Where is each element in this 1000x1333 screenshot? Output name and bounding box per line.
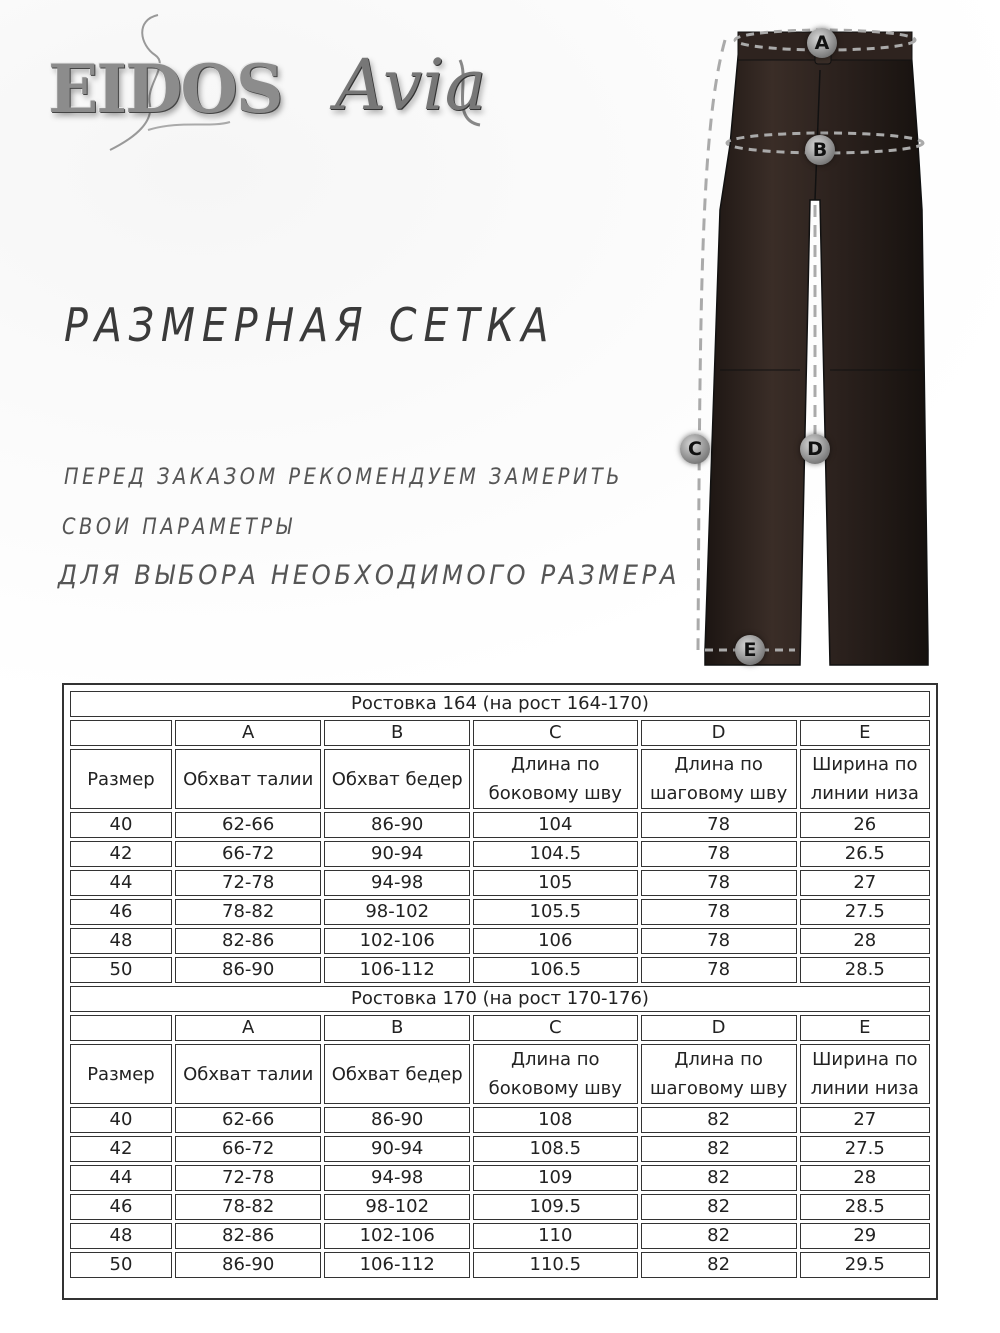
table-cell: 78: [641, 899, 797, 925]
table-cell: 110: [473, 1223, 638, 1249]
column-header-line-2: линии низа: [810, 783, 919, 804]
table-cell: 86-90: [324, 812, 470, 838]
table-cell: 90-94: [324, 1136, 470, 1162]
column-header: [70, 1044, 172, 1104]
table-cell: 86-90: [324, 1107, 470, 1133]
table-cell: 26: [800, 812, 930, 838]
marker-e: E: [735, 635, 765, 665]
table-cell: 46: [70, 899, 172, 925]
table-cell: 82: [641, 1107, 797, 1133]
table-cell: 26.5: [800, 841, 930, 867]
column-header: [175, 749, 322, 809]
column-header-line-2: боковому шву: [488, 1078, 622, 1099]
table-caption-row: [70, 986, 930, 1012]
pants-drawing: [660, 10, 960, 680]
table-cell: 78: [641, 841, 797, 867]
measure-letter: B: [324, 1015, 470, 1041]
table-cell: 29: [800, 1223, 930, 1249]
column-header-row: [70, 749, 930, 809]
logo-text: EIDOS: [48, 50, 282, 128]
column-header-line-1: Ширина по: [812, 1049, 918, 1070]
column-header: [175, 1044, 322, 1104]
table-cell: 82-86: [175, 928, 322, 954]
table-cell: 105.5: [473, 899, 638, 925]
table-cell: 28: [800, 928, 930, 954]
table-row: [70, 870, 930, 896]
table-cell: 78-82: [175, 899, 322, 925]
table-cell: 48: [70, 928, 172, 954]
page-title: РАЗМЕРНАЯ СЕТКА: [64, 298, 556, 352]
marker-c: C: [680, 434, 710, 464]
table-cell: 27.5: [800, 899, 930, 925]
table-cell: 94-98: [324, 870, 470, 896]
size-table: [67, 688, 933, 1281]
table-cell: 109: [473, 1165, 638, 1191]
table-cell: 82: [641, 1252, 797, 1278]
column-header-line-2: линии низа: [810, 1078, 919, 1099]
table-cell: 82: [641, 1194, 797, 1220]
table-cell: 44: [70, 870, 172, 896]
column-header-line-1: Длина по: [510, 1049, 600, 1070]
table-cell: 104: [473, 812, 638, 838]
table-caption: Ростовка 164 (на рост 164-170): [70, 691, 930, 717]
table-cell: 48: [70, 1223, 172, 1249]
column-header-line-2: шаговому шву: [649, 783, 788, 804]
table-row: [70, 1165, 930, 1191]
table-cell: 106: [473, 928, 638, 954]
table-cell: 42: [70, 841, 172, 867]
table-cell: 44: [70, 1165, 172, 1191]
table-cell: 82: [641, 1223, 797, 1249]
brand-logo: [40, 10, 510, 160]
table-cell: 98-102: [324, 1194, 470, 1220]
table-cell: 28.5: [800, 957, 930, 983]
table-cell: 66-72: [175, 841, 322, 867]
table-cell: 82-86: [175, 1223, 322, 1249]
column-header-line-1: Обхват бедер: [331, 1063, 463, 1085]
table-cell: 42: [70, 1136, 172, 1162]
measure-letter: E: [800, 720, 930, 746]
measure-letter: C: [473, 720, 638, 746]
measure-letter: A: [175, 1015, 322, 1041]
measure-letter-row: [70, 720, 930, 746]
size-chart: [62, 683, 938, 1300]
measure-letter-row: [70, 1015, 930, 1041]
table-cell: 106-112: [324, 1252, 470, 1278]
table-cell: 72-78: [175, 1165, 322, 1191]
measure-letter: D: [641, 1015, 797, 1041]
size-table-body: [70, 691, 930, 1278]
table-cell: 28.5: [800, 1194, 930, 1220]
table-cell: 78: [641, 870, 797, 896]
table-cell: 106.5: [473, 957, 638, 983]
measure-letter: [70, 720, 172, 746]
table-cell: 94-98: [324, 1165, 470, 1191]
subtitle-line-2: СВОИ ПАРАМЕТРЫ: [62, 515, 295, 540]
column-header: [641, 749, 797, 809]
table-cell: 102-106: [324, 1223, 470, 1249]
column-header-line-1: Размер: [87, 1063, 155, 1085]
table-row: [70, 841, 930, 867]
table-cell: 78: [641, 928, 797, 954]
table-caption-row: [70, 691, 930, 717]
table-cell: 62-66: [175, 812, 322, 838]
table-cell: 27: [800, 1107, 930, 1133]
table-cell: 78-82: [175, 1194, 322, 1220]
column-header-row: [70, 1044, 930, 1104]
table-cell: 40: [70, 1107, 172, 1133]
pants-illustration: [660, 10, 960, 680]
table-row: [70, 957, 930, 983]
table-cell: 108: [473, 1107, 638, 1133]
table-cell: 78: [641, 957, 797, 983]
table-row: [70, 812, 930, 838]
column-header: [70, 749, 172, 809]
measure-letter: D: [641, 720, 797, 746]
table-cell: 106-112: [324, 957, 470, 983]
column-header: [800, 749, 930, 809]
marker-b: B: [805, 135, 835, 165]
table-row: [70, 1194, 930, 1220]
marker-d: D: [800, 434, 830, 464]
column-header-line-1: Размер: [87, 768, 155, 790]
subtitle-line-1: ПЕРЕД ЗАКАЗОМ РЕКОМЕНДУЕМ ЗАМЕРИТЬ: [64, 465, 624, 490]
table-cell: 50: [70, 957, 172, 983]
table-cell: 29.5: [800, 1252, 930, 1278]
table-cell: 90-94: [324, 841, 470, 867]
table-cell: 50: [70, 1252, 172, 1278]
column-header: [800, 1044, 930, 1104]
column-header: [324, 1044, 470, 1104]
table-cell: 110.5: [473, 1252, 638, 1278]
column-header-line-1: Обхват талии: [183, 768, 314, 790]
table-cell: 27.5: [800, 1136, 930, 1162]
table-cell: 78: [641, 812, 797, 838]
column-header: [641, 1044, 797, 1104]
table-cell: 66-72: [175, 1136, 322, 1162]
table-cell: 109.5: [473, 1194, 638, 1220]
column-header-line-1: Ширина по: [812, 754, 918, 775]
table-cell: 104.5: [473, 841, 638, 867]
measure-letter: A: [175, 720, 322, 746]
table-caption: Ростовка 170 (на рост 170-176): [70, 986, 930, 1012]
measure-letter: [70, 1015, 172, 1041]
table-cell: 62-66: [175, 1107, 322, 1133]
column-header: [473, 1044, 638, 1104]
measure-letter: B: [324, 720, 470, 746]
column-header-line-1: Длина по: [510, 754, 600, 775]
table-cell: 72-78: [175, 870, 322, 896]
table-cell: 108.5: [473, 1136, 638, 1162]
table-cell: 46: [70, 1194, 172, 1220]
table-row: [70, 1136, 930, 1162]
measure-letter: C: [473, 1015, 638, 1041]
table-row: [70, 1252, 930, 1278]
table-cell: 86-90: [175, 1252, 322, 1278]
column-header-line-1: Обхват бедер: [331, 768, 463, 790]
column-header-line-1: Длина по: [674, 1049, 763, 1070]
column-header-line-2: шаговому шву: [649, 1078, 788, 1099]
subtitle-line-3: ДЛЯ ВЫБОРА НЕОБХОДИМОГО РАЗМЕРА: [58, 560, 681, 591]
column-header-line-1: Длина по: [674, 754, 763, 775]
measure-letter: E: [800, 1015, 930, 1041]
table-cell: 82: [641, 1165, 797, 1191]
table-cell: 86-90: [175, 957, 322, 983]
table-cell: 98-102: [324, 899, 470, 925]
logo-script: Avia: [335, 44, 487, 126]
column-header: [473, 749, 638, 809]
table-cell: 105: [473, 870, 638, 896]
table-row: [70, 899, 930, 925]
column-header-line-2: боковому шву: [488, 783, 622, 804]
table-cell: 82: [641, 1136, 797, 1162]
marker-a: A: [807, 28, 837, 58]
table-cell: 40: [70, 812, 172, 838]
table-row: [70, 1223, 930, 1249]
table-row: [70, 928, 930, 954]
column-header: [324, 749, 470, 809]
table-cell: 28: [800, 1165, 930, 1191]
column-header-line-1: Обхват талии: [183, 1063, 314, 1085]
table-cell: 102-106: [324, 928, 470, 954]
table-row: [70, 1107, 930, 1133]
table-cell: 27: [800, 870, 930, 896]
